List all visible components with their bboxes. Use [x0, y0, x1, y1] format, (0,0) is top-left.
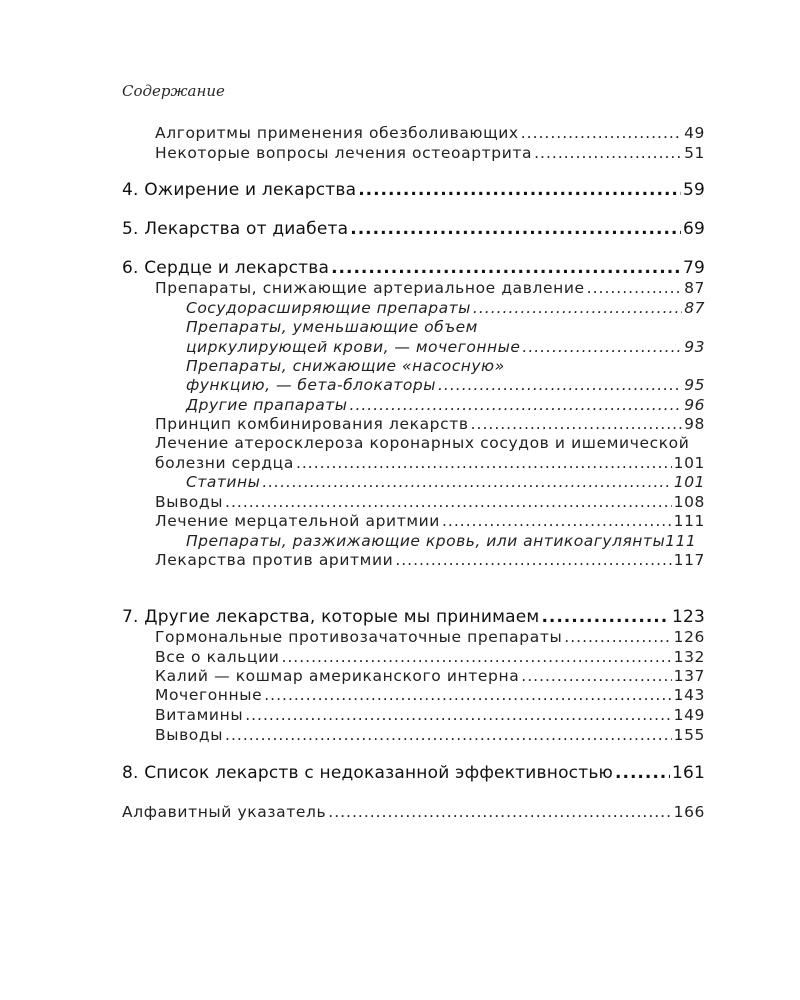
toc-subentry-title: циркулирующей крови, — мочегонные — [186, 338, 521, 356]
toc-subentry-title: Статины — [186, 473, 261, 491]
toc-entry-page: 51 — [684, 144, 705, 162]
toc-subentry-page: 111 — [665, 532, 697, 550]
leader-dots — [534, 144, 682, 162]
leader-dots — [564, 628, 671, 646]
toc-entry[interactable] — [155, 667, 705, 685]
toc-chapter-page: 79 — [682, 258, 705, 278]
toc-subentry[interactable] — [186, 299, 705, 317]
toc-chapter-title: 5. Лекарства от диабета — [122, 219, 349, 239]
leader-dots — [473, 299, 682, 317]
toc-entry-title: болезни сердца — [155, 454, 294, 472]
toc-chapter[interactable] — [122, 219, 705, 239]
leader-dots — [331, 258, 681, 278]
toc-subentry[interactable] — [186, 338, 705, 356]
toc-chapter-title: 6. Сердце и лекарства — [122, 258, 330, 278]
toc-entry-page: 111 — [673, 512, 705, 530]
toc-entry-title: Лечение мерцательной аритмии — [155, 512, 440, 530]
toc-entry-title: Выводы — [155, 493, 224, 511]
toc-subentry-line1: Препараты, уменьшающие объем — [186, 318, 478, 336]
toc-entry-page: 155 — [673, 726, 705, 744]
toc-entry[interactable] — [155, 551, 705, 569]
leader-dots — [328, 803, 671, 821]
toc-entry-page: 126 — [673, 628, 705, 646]
toc-entry[interactable] — [155, 686, 705, 704]
toc-entry[interactable] — [155, 415, 705, 433]
toc-entry-page: 143 — [673, 686, 705, 704]
toc-entry-title: Алгоритмы применения обезболивающих — [155, 124, 519, 142]
toc-chapter[interactable] — [122, 763, 705, 783]
leader-dots — [541, 607, 670, 627]
toc-entry[interactable] — [155, 493, 705, 511]
toc-index-page: 166 — [673, 803, 705, 821]
toc-subentry[interactable] — [186, 473, 705, 491]
toc-entry-line1: Лечение атеросклероза коронарных сосудов и ишемической — [155, 434, 690, 452]
toc-subentry-title: Сосудорасширяющие препараты — [186, 299, 471, 317]
toc-entry[interactable] — [155, 144, 705, 162]
toc-subentry-title: функцию, — бета-блокаторы — [186, 376, 436, 394]
toc-entry-title: Калий — кошмар американского интерна — [155, 667, 520, 685]
toc-entry-title: Некоторые вопросы лечения остеоартрита — [155, 144, 533, 162]
toc-entry[interactable] — [155, 726, 705, 744]
toc-entry[interactable] — [155, 512, 705, 530]
toc-subentry-line1: Препараты, снижающие «насосную» — [186, 357, 505, 375]
toc-entry-page: 87 — [684, 279, 705, 297]
toc-chapter-title: 8. Список лекарств с недоказанной эффективностью — [122, 763, 614, 783]
toc-index-entry[interactable] — [122, 803, 705, 821]
leader-dots — [438, 376, 682, 394]
leader-dots — [350, 219, 681, 239]
leader-dots — [358, 180, 681, 200]
leader-dots — [471, 415, 682, 433]
toc-entry[interactable] — [155, 628, 705, 646]
toc-entry[interactable] — [155, 124, 705, 142]
toc-subentry-title: Препараты, разжижающие кровь, или антикоагулянты — [186, 532, 666, 550]
toc-entry-title: Лекарства против аритмии — [155, 551, 394, 569]
toc-entry-title: Принцип комбинирования лекарств — [155, 415, 469, 433]
toc-subentry[interactable] — [186, 532, 705, 550]
toc-entry[interactable] — [155, 279, 705, 297]
toc-entry[interactable] — [155, 706, 705, 724]
leader-dots — [350, 396, 683, 414]
leader-dots — [281, 648, 671, 666]
toc-entry-page: 98 — [684, 415, 705, 433]
toc-entry-page: 149 — [673, 706, 705, 724]
toc-chapter-title: 7. Другие лекарства, которые мы принимаем — [122, 607, 540, 627]
toc-subentry-page: 96 — [684, 396, 705, 414]
leader-dots — [245, 706, 671, 724]
leader-dots — [615, 763, 670, 783]
toc-chapter[interactable] — [122, 180, 705, 200]
toc-chapter-page: 59 — [682, 180, 705, 200]
leader-dots — [442, 512, 672, 530]
leader-dots — [522, 338, 682, 356]
toc-entry[interactable] — [155, 454, 705, 472]
toc-chapter-page: 69 — [682, 219, 705, 239]
toc-index-title: Алфавитный указатель — [122, 803, 327, 821]
toc-entry-page: 137 — [673, 667, 705, 685]
leader-dots — [395, 551, 671, 569]
toc-entry-page: 117 — [673, 551, 705, 569]
leader-dots — [225, 493, 672, 511]
toc-entry-page: 132 — [673, 648, 705, 666]
toc-subentry-page: 101 — [673, 473, 705, 491]
toc-chapter[interactable] — [122, 258, 705, 278]
toc-entry-title: Витамины — [155, 706, 244, 724]
leader-dots — [521, 667, 671, 685]
leader-dots — [521, 124, 682, 142]
toc-chapter-page: 123 — [671, 607, 705, 627]
running-header: Содержание — [122, 82, 225, 100]
toc-entry-title: Препараты, снижающие артериальное давление — [155, 279, 585, 297]
leader-dots — [264, 686, 671, 704]
toc-entry[interactable] — [155, 648, 705, 666]
toc-entry-title: Мочегонные — [155, 686, 263, 704]
toc-entry-page: 101 — [673, 454, 705, 472]
toc-chapter-page: 161 — [671, 763, 705, 783]
toc-subentry-title: Другие прапараты — [186, 396, 348, 414]
toc-subentry[interactable] — [186, 396, 705, 414]
leader-dots — [296, 454, 672, 472]
leader-dots — [587, 279, 682, 297]
toc-subentry[interactable] — [186, 376, 705, 394]
leader-dots — [262, 473, 672, 491]
toc-chapter[interactable] — [122, 607, 705, 627]
toc-chapter-title: 4. Ожирение и лекарства — [122, 180, 357, 200]
toc-entry-title: Выводы — [155, 726, 224, 744]
toc-subentry-page: 95 — [684, 376, 705, 394]
toc-entry-page: 108 — [673, 493, 705, 511]
toc-entry-page: 49 — [684, 124, 705, 142]
toc-subentry-page: 93 — [684, 338, 705, 356]
leader-dots — [225, 726, 672, 744]
toc-entry-title: Все о кальции — [155, 648, 280, 666]
toc-subentry-page: 87 — [684, 299, 705, 317]
toc-entry-title: Гормональные противозачаточные препараты — [155, 628, 563, 646]
